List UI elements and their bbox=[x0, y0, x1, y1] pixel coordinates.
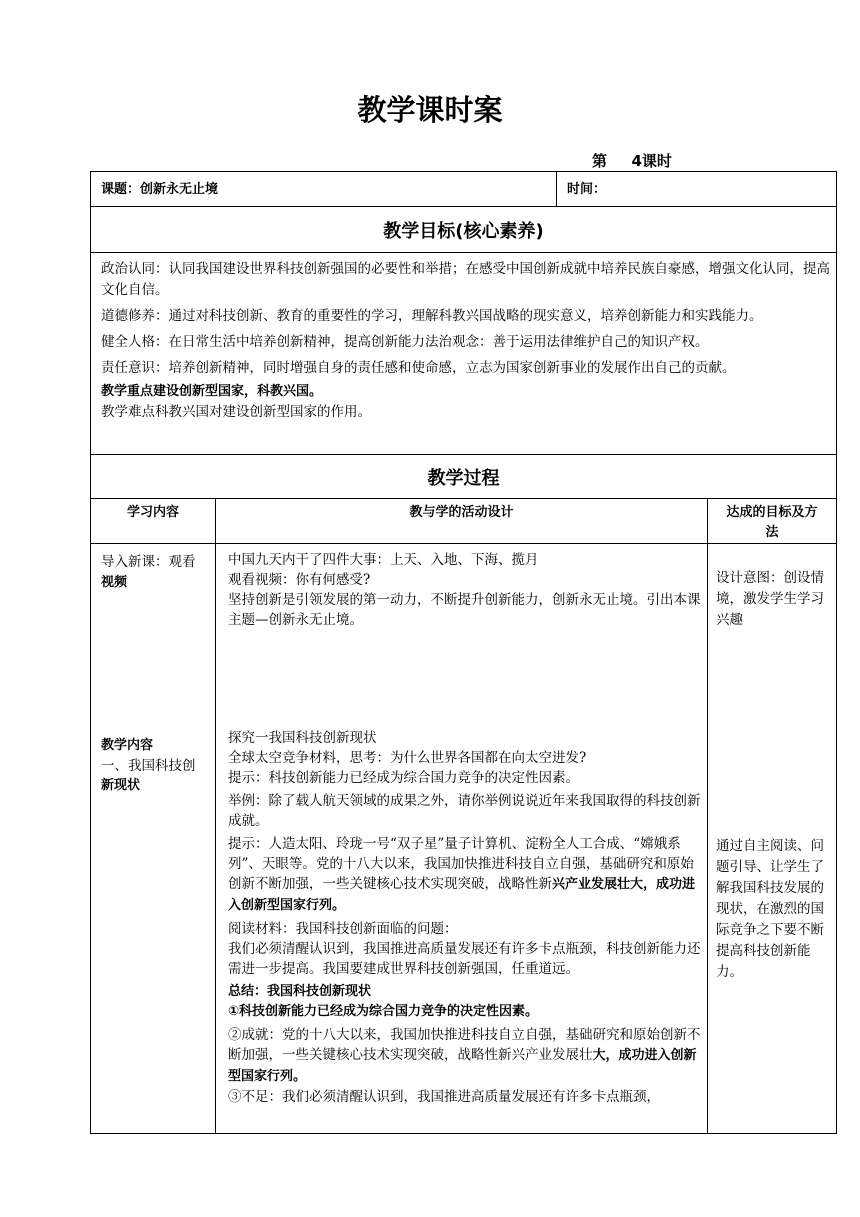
hint-text: 提示：人造太阳、玲珑一号“双子星”量子计算机、淀粉全人工合成、“嫦娥系列”、天眼等。党的十八大以来，我国加快推进科技自立自强，基础研究和原始创新不断加强，一些关键核心技术实现突破，战略性新 bbox=[228, 836, 694, 892]
key-point: 教学重点建设创新型国家，科教兴国。 bbox=[101, 384, 323, 399]
intro-label: 导入新课：观看 bbox=[101, 554, 196, 570]
section-label: 一、我国科技创 bbox=[101, 758, 196, 774]
lesson-plan-table bbox=[90, 171, 837, 1134]
header-row bbox=[91, 172, 837, 207]
explore-line: 全球太空竞争材料，思考：为什么世界各国都在向太空进发? bbox=[228, 750, 587, 766]
learning-content-cell bbox=[91, 544, 216, 1134]
content-label: 教学内容 bbox=[101, 738, 154, 753]
goals-method-cell bbox=[708, 544, 837, 1134]
document-title: 教学课时案 bbox=[357, 93, 503, 127]
hint-paragraph bbox=[228, 834, 701, 916]
topic-cell: 课题：创新永无止境 bbox=[91, 172, 557, 207]
design-intent: 设计意图：创设情境，激发学生学习兴趣 bbox=[716, 570, 825, 628]
summary-item: ①科技创新能力已经成为综合国力竞争的决定性因素。 bbox=[228, 1004, 539, 1019]
summary-text-bold: 大，成功进入创新型国家行列。 bbox=[228, 1048, 697, 1084]
method-note: 通过自主阅读、问题引导、让学生了解我国科技发展的现状，在激烈的国际竞争之下要不断提高科技创新能力。 bbox=[716, 838, 825, 980]
hint-text-bold: 兴产业发展壮大，成功进入创新型国家行列。 bbox=[228, 877, 696, 913]
lesson-prefix: 第 bbox=[592, 152, 608, 170]
lesson-number bbox=[592, 150, 672, 171]
goal-item: 责任意识：培养创新精神，同时增强自身的责任感和使命感，立志为国家创新事业的发展作出自己的贡献。 bbox=[101, 360, 736, 376]
intro-label-bold: 视频 bbox=[101, 575, 128, 590]
time-cell: 时间： bbox=[557, 172, 837, 207]
column-header: 教与学的活动设计 bbox=[216, 499, 708, 544]
section-label-bold: 新现状 bbox=[101, 778, 141, 793]
intro-line: 坚持创新是引领发展的第一动力，不断提升创新能力，创新永无止境。引出本课主题—创新永无止境。 bbox=[228, 592, 701, 628]
explore-line: 探究一我国科技创新现状 bbox=[228, 730, 377, 746]
difficulty: 教学难点科教兴国对建设创新型国家的作用。 bbox=[101, 404, 371, 420]
process-row bbox=[91, 544, 837, 1134]
column-header: 学习内容 bbox=[91, 499, 216, 544]
goal-item: 政治认同：认同我国建设世界科技创新强国的必要性和举措；在感受中国创新成就中培养民族自豪感，增强文化认同，提高文化自信。 bbox=[101, 261, 830, 298]
summary-item bbox=[228, 1025, 701, 1087]
goal-item: 健全人格：在日常生活中培养创新精神，提高创新能力法治观念：善于运用法律维护自己的知识产权。 bbox=[101, 334, 709, 350]
summary-title: 总结：我国科技创新现状 bbox=[228, 984, 372, 999]
summary-text: ②成就：党的十八大以来，我国加快推进科技自立自强，基础研究和原始创新不断加强，一些关键核心技术实现突破，战略性新兴产业发展壮 bbox=[228, 1027, 701, 1063]
activity-design-cell bbox=[216, 544, 708, 1134]
process-heading: 教学过程 bbox=[91, 455, 837, 499]
lesson-count: 4课时 bbox=[631, 152, 672, 170]
goals-heading: 教学目标(核心素养) bbox=[91, 207, 837, 253]
goal-item: 道德修养：通过对科技创新、教育的重要性的学习，理解科教兴国战略的现实意义，培养创新能力和实践能力。 bbox=[101, 308, 763, 324]
goals-body bbox=[91, 253, 837, 455]
intro-line: 中国九天内干了四件大事：上天、入地、下海、揽月 bbox=[228, 552, 539, 568]
column-header-row bbox=[91, 499, 837, 544]
intro-line: 观看视频：你有何感受? bbox=[228, 572, 371, 588]
explore-line: 举例：除了载人航天领域的成果之外，请你举例说说近年来我国取得的科技创新成就。 bbox=[228, 793, 701, 829]
reading-line: 我们必须清醒认识到，我国推进高质量发展还有许多卡点瓶颈，科技创新能力还需进一步提高。我国要建成世界科技创新强国，任重道远。 bbox=[228, 941, 701, 977]
summary-item: ③不足：我们必须清醒认识到，我国推进高质量发展还有许多卡点瓶颈， bbox=[228, 1089, 660, 1105]
column-header: 达成的目标及方法 bbox=[708, 499, 837, 544]
explore-line: 提示：科技创新能力已经成为综合国力竞争的决定性因素。 bbox=[228, 770, 579, 786]
reading-line: 阅读材料：我国科技创新面临的问题： bbox=[228, 921, 458, 937]
